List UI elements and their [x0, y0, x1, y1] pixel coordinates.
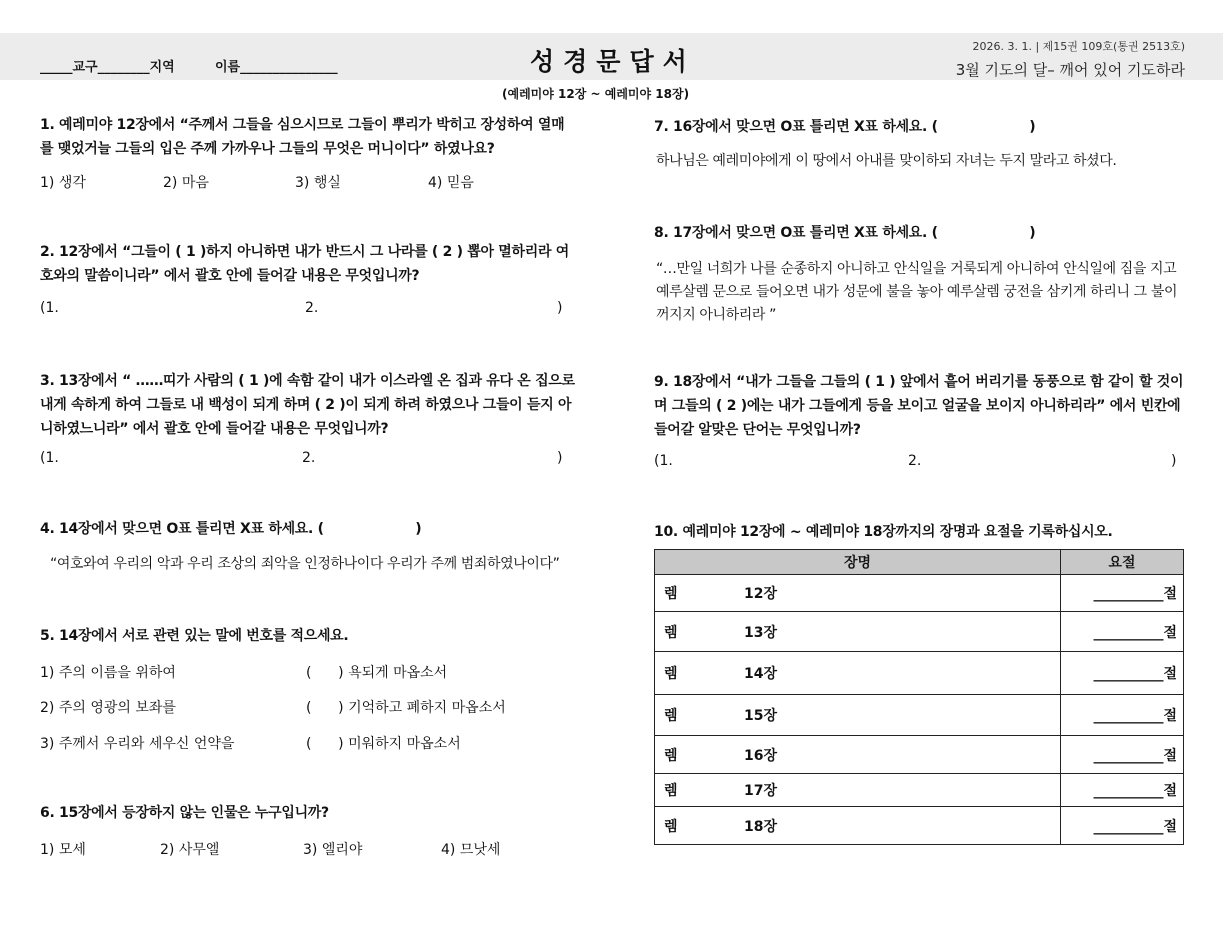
book-abbrev: 렘	[664, 818, 678, 835]
table-row	[655, 652, 1184, 695]
q1-option-2[interactable]: 2) 마음	[163, 175, 209, 191]
q4-statement: “여호와여 우리의 악과 우리 조상의 죄악을 인정하나이다 우리가 주께 범죄하였나이다”	[50, 556, 560, 572]
verse-field[interactable]: __________절	[1061, 736, 1184, 774]
name-field[interactable]: 이름_______________	[215, 60, 338, 75]
question-2: 2. 12장에서 “그들이 ( 1 )하지 아니하면 내가 반드시 그 나라를 ( 2 ) 뽑아 멸하리라 여호와의 말씀이니라” 에서 괄호 안에 들어갈 내용은 무엇입니까?	[40, 244, 569, 284]
q3-blank-1[interactable]: (1.	[40, 450, 59, 466]
verse-field[interactable]: __________절	[1061, 774, 1184, 807]
table-row	[655, 575, 1184, 612]
verse-field[interactable]: __________절	[1061, 652, 1184, 695]
chapter-label: 12장	[744, 586, 778, 602]
q9-blank-close: )	[1171, 453, 1177, 469]
question-5: 5. 14장에서 서로 관련 있는 말에 번호를 적으세요.	[40, 628, 349, 644]
q1-option-4[interactable]: 4) 믿음	[428, 175, 474, 191]
q5-left-3: 3) 주께서 우리와 세우신 언약을	[40, 736, 235, 752]
q2-blank-close: )	[557, 300, 563, 316]
table-row	[655, 695, 1184, 736]
verse-field[interactable]: __________절	[1061, 695, 1184, 736]
table-row	[655, 612, 1184, 652]
q9-blank-1[interactable]: (1.	[654, 453, 673, 469]
question-10: 10. 예레미야 12장에 ~ 예레미야 18장까지의 장명과 요절을 기록하십시오.	[654, 524, 1113, 540]
q6-option-1[interactable]: 1) 모세	[40, 842, 86, 858]
q7-statement: 하나님은 예레미야에게 이 땅에서 아내를 맞이하되 자녀는 두지 말라고 하셨다.	[656, 153, 1117, 169]
q5-right-1[interactable]: ( ) 욕되게 마옵소서	[306, 665, 448, 681]
chapter-label: 17장	[744, 783, 778, 799]
question-1: 1. 예레미야 12장에서 “주께서 그들을 심으시므로 그들이 뿌리가 박히고 장성하여 열매를 맺었거늘 그들의 입은 주께 가까우나 그들의 무엇은 머니이다” 하였나요?	[40, 117, 565, 157]
chapter-range: (예레미야 12장 ~ 예레미야 18장)	[502, 87, 690, 101]
chapter-label: 14장	[744, 666, 778, 682]
book-abbrev: 렘	[664, 783, 678, 799]
chapter-label: 15장	[744, 708, 778, 724]
q9-blank-2[interactable]: 2.	[908, 453, 922, 469]
q6-option-4[interactable]: 4) 므낫세	[441, 842, 501, 858]
table-row	[655, 736, 1184, 774]
chapter-label: 13장	[744, 624, 778, 641]
q3-blank-close: )	[557, 450, 563, 466]
question-9: 9. 18장에서 “내가 그들을 그들의 ( 1 ) 앞에서 흩어 버리기를 동풍으로 함 같이 할 것이며 그들의 ( 2 )에는 내가 그들에게 등을 보이고 얼굴을 보이지 아니하리라” 에서 빈칸에 들어갈 알맞은 단어는 무엇입니까?	[654, 374, 1184, 438]
chapter-label: 18장	[744, 818, 778, 835]
col-header-verse: 요절	[1061, 550, 1184, 575]
q1-option-1[interactable]: 1) 생각	[40, 175, 86, 191]
book-abbrev: 렘	[664, 624, 678, 641]
issue-info: 2026. 3. 1. | 제15권 109호(통권 2513호)	[972, 40, 1185, 53]
book-abbrev: 렘	[664, 747, 678, 764]
verse-field[interactable]: __________절	[1061, 575, 1184, 612]
q5-left-2: 2) 주의 영광의 보좌를	[40, 700, 176, 716]
verse-field[interactable]: __________절	[1061, 807, 1184, 845]
q5-left-1: 1) 주의 이름을 위하여	[40, 665, 176, 681]
question-4: 4. 14장에서 맞으면 O표 틀리면 X표 하세요. ( )	[40, 521, 422, 537]
chapter-verse-table	[654, 549, 1184, 845]
month-theme: 3월 기도의 달– 깨어 있어 기도하라	[955, 61, 1185, 79]
district-field[interactable]: _____교구________지역	[40, 60, 175, 75]
question-3: 3. 13장에서 “ ……띠가 사람의 ( 1 )에 속함 같이 내가 이스라엘 온 집과 유다 온 집으로 내게 속하게 하여 그들로 내 백성이 되게 하며 ( 2 )이 되게 하려 하였으나 그들이 듣지 아니하였느니라” 에서 괄호 안에 들어갈 내용은 무엇입니까?	[40, 373, 575, 437]
question-7: 7. 16장에서 맞으면 O표 틀리면 X표 하세요. ( )	[654, 119, 1036, 135]
q5-right-2[interactable]: ( ) 기억하고 폐하지 마옵소서	[306, 700, 506, 716]
page-title: 성경문답서	[530, 47, 696, 76]
q3-blank-2[interactable]: 2.	[302, 450, 316, 466]
q6-option-3[interactable]: 3) 엘리야	[303, 842, 363, 858]
q2-blank-1[interactable]: (1.	[40, 300, 59, 316]
verse-field[interactable]: __________절	[1061, 612, 1184, 652]
q2-blank-2[interactable]: 2.	[305, 300, 319, 316]
book-abbrev: 렘	[664, 708, 678, 724]
book-abbrev: 렘	[664, 666, 678, 682]
question-6: 6. 15장에서 등장하지 않는 인물은 누구입니까?	[40, 805, 329, 821]
q1-option-3[interactable]: 3) 행실	[295, 175, 341, 191]
q5-right-3[interactable]: ( ) 미워하지 마옵소서	[306, 736, 461, 752]
col-header-chapter: 장명	[655, 550, 1061, 575]
question-8: 8. 17장에서 맞으면 O표 틀리면 X표 하세요. ( )	[654, 225, 1036, 241]
chapter-label: 16장	[744, 747, 778, 764]
book-abbrev: 렘	[664, 586, 678, 602]
q6-option-2[interactable]: 2) 사무엘	[160, 842, 220, 858]
table-row	[655, 774, 1184, 807]
table-row	[655, 807, 1184, 845]
q8-statement: “…만일 너희가 나를 순종하지 아니하고 안식일을 거룩되게 아니하여 안식일에 짐을 지고 예루살렘 문으로 들어오면 내가 성문에 불을 놓아 예루살렘 궁전을 삼키게 하리니 그 불이 꺼지지 아니하리라 ”	[656, 261, 1178, 323]
